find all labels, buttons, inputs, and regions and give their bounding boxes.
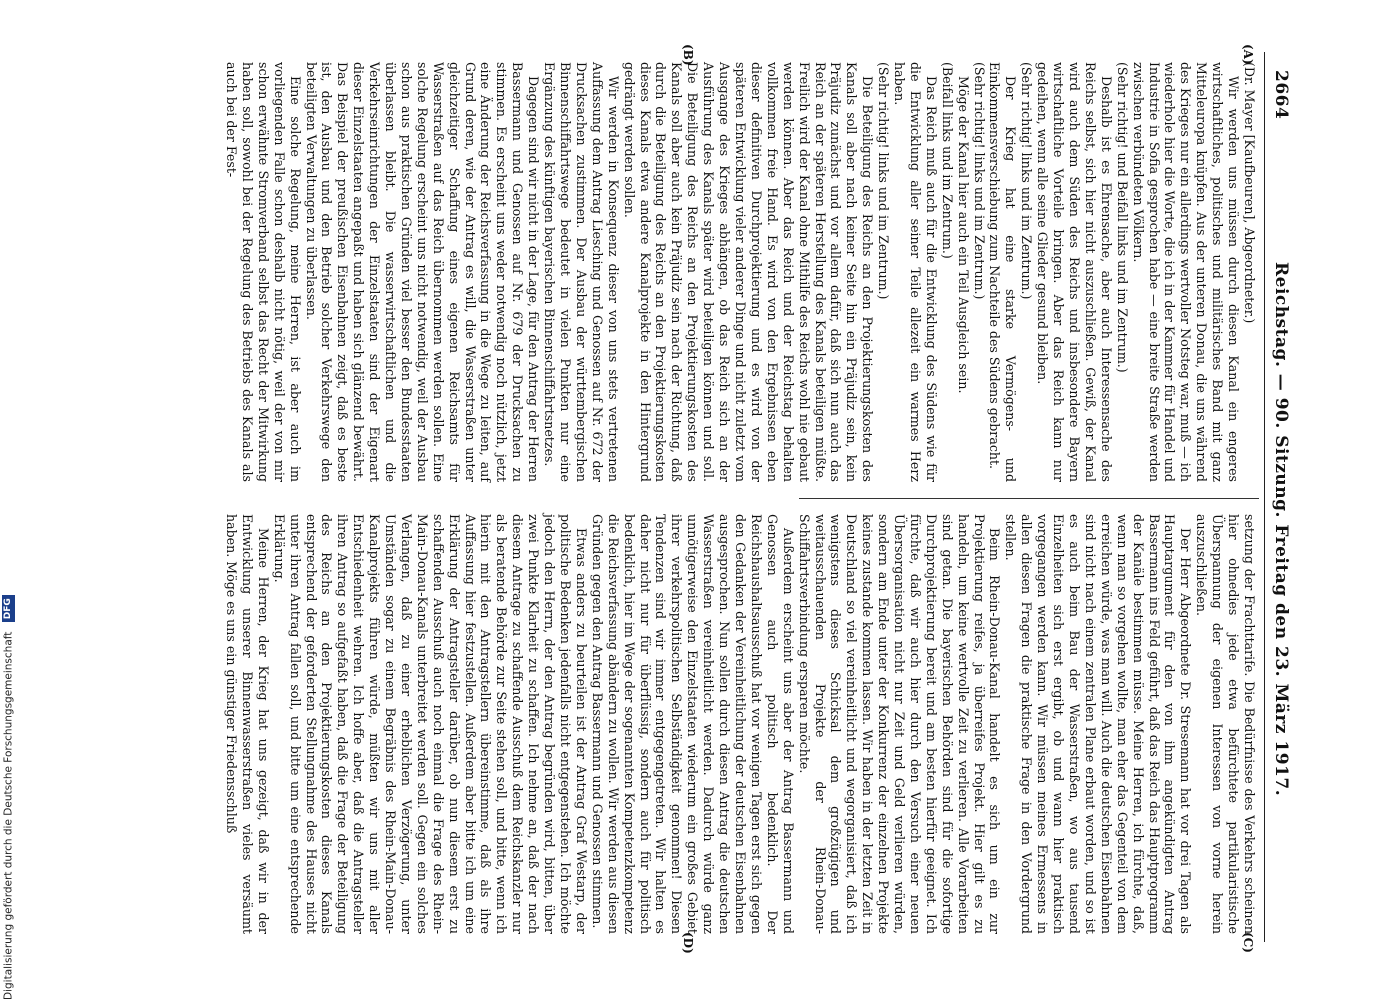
paragraph: Etwas anders zu beurteilen ist der Antrag Graf Westarp, der politische Bedenken jedenfalls nicht entgegenstehen. Ich möchte jedoch den Herrn, der den Antrag begründen wird, bitten, über zwei Punkte Klarheit zu schaffen. Ich nehme an, daß der nach diesem Antrage zu schaffende Ausschuß dem Reichskanzler nur als beratende Behörde zur Seite stehen soll, und bitte, wenn ich hierin mit den Antragstellern übereinstimme, daß als ihre Auffassung hier festzustellen. Außerdem aber bitte ich um eine Erklärung der Antragsteller darüber, ob nun diesem erst zu schaffenden Ausschuß auch noch einmal die Frage des Rhein-Main-Donau-Kanals unterbreitet werden soll. Gegen ein solches Verlangen, daß zu einer erheblichen Verzögerung, unter Umständen sogar zu einem Begräbnis des Rhein-Main-Donau-Kanalprojekts führen würde, müßten wir uns mit aller Entschiedenheit wehren. Ich hoffe aber, daß die Antragsteller ihren Antrag so aufgefaßt haben, daß die Frage der Beteiligung des Reichs an den Projektierungskosten dieses Kanals entsprechend der geforderten Stellungnahme des Hauses nicht unter ihren Antrag fallen soll, und bitte um eine entsprechende Erklärung.	[271, 514, 589, 934]
column-separator	[799, 498, 1259, 499]
interjection: (Beifall links und im Zentrum.)	[939, 62, 955, 259]
paragraph: setzung der Frachttarife. Die Bedürfnisse des Verkehrs scheinen hier ohnedies jede etwa befürchtete partikularistische Überspannung der eigenen Interessen von vorne herein auszuschließen.	[1194, 514, 1257, 934]
session-title: Reichstag. — 90. Sitzung. Freitag den 23. März 1917.	[1271, 262, 1291, 797]
paragraph: Dagegen sind wir nicht in der Lage, für den Antrag der Herren Bassermann und Genossen auf Nr. 679 der Drucksachen zu stimmen. Es erscheint uns weder notwendig noch nützlich, jetzt eine Änderung der Reichsverfassung in die Wege zu leiten, auf Grund deren, wie der Antrag es will, die Wasserstraßen unter gleichzeitiger Schaffung eines eigenen Reichsamts für Wasserstraßen auf das Reich übernommen werden sollen. Eine solche Regelung erscheint uns nicht notwendig, weil der Ausbau schon aus praktischen Gründen viel besser den Bundesstaaten überlassen bleibt. Die wasserwirtschaftlichen und die Verkehrseinrichtungen der Einzelstaaten sind der Eigenart dieser Einzelstaaten angepaßt und haben sich glänzend bewährt. Das Beispiel der preußischen Eisenbahnen zeigt, daß es beste ist, den Ausbau und den Betrieb solcher Verkehrswege den beteiligten Verwaltungen zu überlassen.	[303, 62, 542, 482]
paragraph: Der Krieg hat eine starke Vermögens- und Einkommensverschiebung zum Nachteile des Südens gebracht.	[987, 62, 1019, 482]
paragraph: Außerdem erscheint uns aber der Antrag Bassermann und Genossen auch politisch bedenklich. Der Reichshaushaltsausschuß hat vor wenigen Tagen erst sich gegen den Gedanken der Vereinheitlichung der deutschen Eisenbahnen ausgesprochen. Nun sollen durch diesen Antrag die deutschen Wasserstraßen vereinheitlicht werden. Dadurch würde ganz unnötigerweise den Einzelstaaten wiederum ein großes Gebiet ihrer verkehrspolitischen Selbständigkeit genommen! Diesen Tendenzen sind wir immer entgegengetreten. Wir halten es daher nicht nur für überflüssig, sondern auch für politisch bedenklich, hier im Wege der sogenannten Kompetenzkompetenz die Reichsverfassung abändern zu wollen. Wir werden aus diesen Gründen gegen den Antrag Bassermann und Genossen stimmen.	[589, 514, 796, 934]
margin-marker-b: (B)	[681, 44, 695, 66]
margin-marker-a: (A)	[1241, 44, 1255, 65]
interjection: (Sehr richtig! links und im Zentrum.)	[876, 62, 892, 300]
running-header	[1267, 52, 1295, 942]
paragraph: Beim Rhein-Donau-Kanal handelt es sich um ein zur Projektierung reifes, ja überreifes Projekt. Hier gilt es zu handeln, um keine wertvolle Zeit zu verlieren. Alle Vorarbeiten sind getan. Die bayerischen Behörden sind für die sofortige Durchprojektierung bereit und am besten hierfür geeignet. Ich fürchte, daß wir auch hier durch den Versuch einer neuen Übersorganisation nicht nur Zeit und Geld verlieren würden, sondern am Ende unter der Konkurrenz der einzelnen Projekte keines zustande kommen lassen. Wir haben in der letzten Zeit in Deutschland so viel vereinheitlicht und wegorganisiert, daß ich wenigstens dieses Schicksal dem großzügigen und weitausschauenden Projekte der Rhein-Donau-Schiffahrtsverbindung ersparen möchte.	[796, 514, 1003, 934]
dfg-logo: DFG	[2, 595, 15, 622]
margin-marker-d: (D)	[681, 932, 695, 954]
paragraph: Deshalb ist es Ehrensache, aber auch Interessensache des Reichs selbst, sich hier nicht auszuschließen. Gewiß, der Kanal wird auch dem Süden des Reichs und insbesondere Bayern wirtschaftliche Vorteile bringen. Aber das Reich kann nur gedeihen, wenn alle seine Glieder gesund bleiben.	[1035, 62, 1114, 482]
digitization-footer	[2, 0, 18, 1000]
paragraph: Wir werden in Konsequenz dieser von uns stets vertretenen Auffassung dem Antrag Liesching und Genossen auf Nr. 672 der Drucksachen zustimmen. Der Ausbau der württembergischen Binnenschiffahrtswege bedeutet in vielen Punkten nur eine Ergänzung des künftigen bayerischen Binnenschiffahrtsnetzes.	[542, 62, 621, 482]
interjection: (Sehr richtig! links und im Zentrum.)	[1019, 62, 1035, 300]
paragraph: Möge der Kanal hier auch ein Teil Ausgleich sein.	[955, 76, 971, 394]
footer-text: Digitalisierung gefördert durch die Deutsche Forschungsgemeinschaft	[2, 631, 15, 1000]
page-number: 2664	[1271, 70, 1291, 120]
right-column	[223, 514, 1257, 934]
interjection: (Sehr richtig! und Beifall links und im Zentrum.)	[1114, 62, 1130, 373]
paragraph: Meine Herren, der Krieg hat uns gezeigt, daß wir in der Entwicklung unserer Binnenwasserstraßen vieles versäumt haben. Möge es uns ein günstiger Friedensschluß	[224, 514, 271, 934]
header-rule	[1264, 52, 1265, 942]
paragraph: Die Beteiligung des Reichs an den Projektierungskosten des Kanals soll aber nach keiner Seite hin ein Präjudiz sein, kein Präjudiz zunächst und vor allem dafür, daß sich nun auch das Reich an der späteren Herstellung des Kanals beteiligen müßte. Freilich wird der Kanal ohne Mithilfe des Reichs wohl nie gebaut werden können. Aber das Reich und der Reichstag behalten vollkommen freie Hand. Es wird von den Ergebnissen eben dieser definitiven Durchprojektierung und es wird von der späteren Entwicklung vieler anderer Dinge und nicht zuletzt vom Ausgange des Krieges abhängen, ob das Reich sich an der Ausführung des Kanals später wird beteiligen können und soll. Die Beteiligung des Reichs an den Projektierungskosten des Kanals soll aber auch kein Präjudiz sein nach der Richtung, daß durch die Beteiligung des Reichs an den Projektierungskosten dieses Kanals etwa andere Kanalprojekte in den Hintergrund gedrängt werden sollen.	[621, 62, 876, 482]
paragraph: Der Herr Abgeordnete Dr. Stresemann hat vor drei Tagen als Hauptargument für den von ihm angekündigten Antrag Bassermann ins Feld geführt, daß das Reich das Hauptprogramm der Kanäle bestimmen müsse. Meine Herren, ich fürchte, daß, wenn man so vorgehen wollte, man eher das Gegenteil von dem erreichen würde, was man will. Auch die deutschen Eisenbahnen sind nicht nach einem zentralen Plane erbaut worden, und so ist es auch beim Bau der Wasserstraßen, wo aus tausend Einzelheiten sich erst ergibt, ob und wann hier praktisch vorgegangen werden kann. Wir müssen meines Ermessens in allen diesen Fragen die praktische Frage in den Vordergrund stellen.	[1003, 514, 1194, 934]
document-sheet	[85, 44, 1295, 954]
paragraph: Das Reich muß auch für die Entwicklung des Südens wie für die Entwicklung aller seiner Teile allezeit ein warmes Herz haben.	[892, 62, 939, 482]
margin-marker-c: (C)	[1241, 932, 1255, 953]
paragraph: Eine solche Regelung, meine Herren, ist aber auch im vorliegenden Falle schon deshalb nicht nötig, weil der von mir schon erwähnte Stromverband selbst das Recht der Mitwirkung haben soll, sowohl bei der Regelung des Betriebs des Kanals als auch bei der Fest-	[224, 62, 303, 482]
paragraph: (Dr. Mayer [Kaufbeuren], Abgeordneter.)	[1242, 62, 1257, 324]
interjection: (Sehr richtig! links und im Zentrum.)	[971, 62, 987, 300]
paragraph: Wir werden uns müssen durch diesen Kanal ein engeres wirtschaftliches, politisches und militärisches Band mit ganz Mitteleuropa knüpfen. Aus der unteren Donau, die uns während des Krieges nur ein allerdings wertvoller Notsteg war, muß — ich wiederhole hier die Worte, die ich in der Kammer für Handel und Industrie in Sofia gesprochen habe — eine breite Straße werden zwischen verbündeten Völkern.	[1130, 62, 1242, 482]
left-column	[223, 62, 1257, 482]
